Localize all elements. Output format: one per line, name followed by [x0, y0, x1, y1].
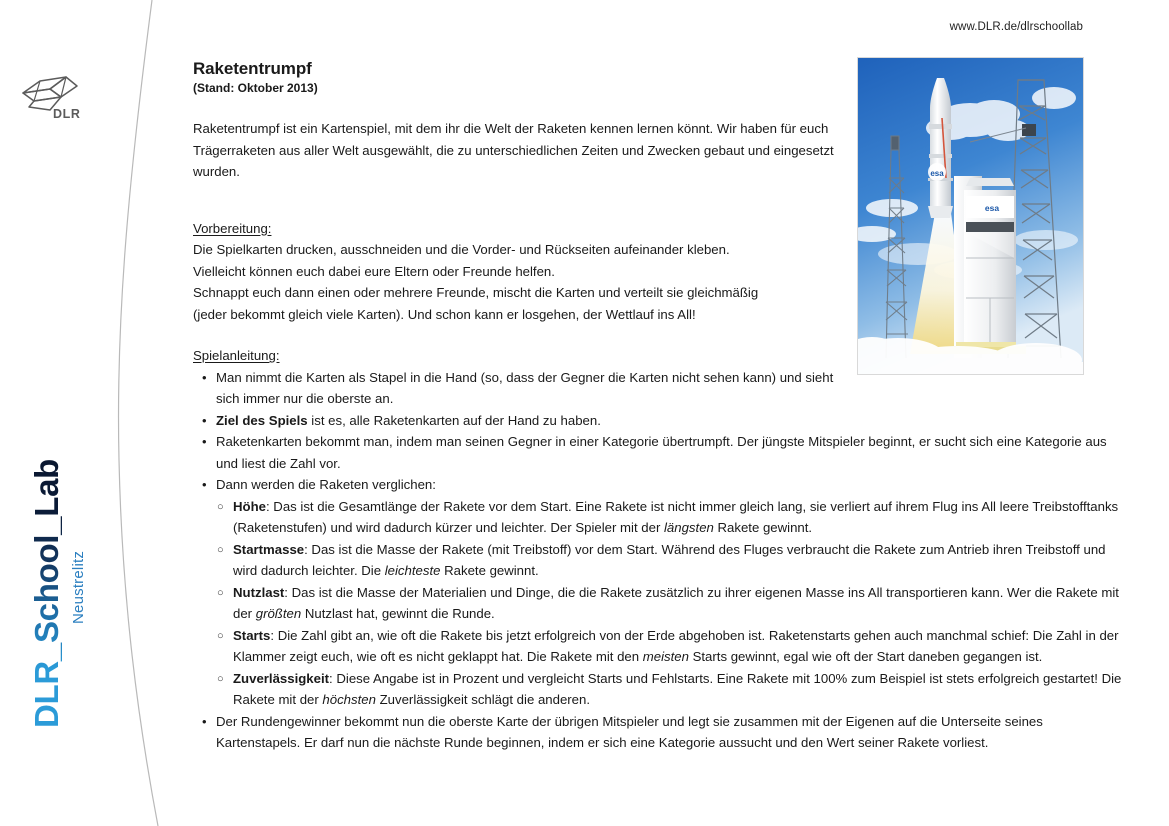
category-text-2: Zuverlässigkeit schlägt die anderen. — [375, 692, 590, 708]
spielanleitung-closing-list — [193, 711, 1085, 754]
category-text-1: : Das ist die Masse der Materialien und Dinge, die die Rakete zusätzlich zu ihrer eigenen Masse ins All transportieren kann. Wer die Rakete mit der — [233, 584, 1119, 622]
sub-bullet-icon: ○ — [217, 629, 224, 642]
sub-bullet-icon: ○ — [217, 586, 224, 599]
vorbereitung-line: Die Spielkarten drucken, ausschneiden und die Vorder- und Rückseiten aufeinander kleben. — [193, 242, 730, 258]
category-emphasis: größten — [255, 606, 302, 622]
category-term: Nutzlast — [233, 584, 285, 600]
vorbereitung-body — [193, 239, 853, 325]
category-emphasis: leichteste — [384, 563, 441, 579]
category-item — [193, 625, 1125, 668]
intro-paragraph: Raketentrumpf ist ein Kartenspiel, mit dem ihr die Welt der Raketen kennen lernen könnt. Wir haben für euch Trägerraketen aus aller Welt ausgewählt, die zu unterschiedlichen Zeiten und Zwecken gebaut und eingesetzt wurden. — [193, 121, 834, 179]
category-term: Zuverlässigkeit — [233, 670, 330, 686]
category-term: Starts — [233, 627, 271, 643]
sub-bullet-icon: ○ — [217, 672, 224, 685]
vorbereitung-line: (jeder bekommt gleich viele Karten). Und schon kann er losgehen, der Wettlauf ins All! — [193, 306, 696, 322]
category-term: Startmasse — [233, 541, 305, 557]
list-item-lead: Ziel des Spiels — [216, 412, 308, 428]
dlr-logo — [20, 74, 94, 128]
list-item — [193, 431, 1108, 474]
list-item — [193, 367, 846, 410]
bullet-icon: • — [202, 434, 207, 450]
dlr-logo-wordmark: DLR — [53, 107, 81, 121]
category-text-1: : Die Zahl gibt an, wie oft die Rakete bis jetzt erfolgreich von der Erde abgehoben ist. Raketenstarts gehen auch manchmal schief: Die Zahl in der Klammer zeigt euch, wie oft es nicht geklappt hat. Die Rakete mit den — [233, 627, 1119, 665]
vorbereitung-heading: Vorbereitung: — [193, 220, 272, 236]
sub-bullet-icon: ○ — [217, 500, 224, 513]
category-text-2: Rakete gewinnt. — [440, 563, 539, 579]
vorbereitung-line: Vielleicht können euch dabei eure Eltern oder Freunde helfen. — [193, 263, 555, 279]
category-item — [193, 496, 1125, 539]
category-emphasis: höchsten — [322, 692, 376, 708]
category-text-1: : Das ist die Gesamtlänge der Rakete vor dem Start. Eine Rakete ist nicht immer gleich lang, sie verliert auf ihrem Flug ins All leere Treibstofftanks (Raketenstufen) und wird dadurch kürzer und leichter. Der Spieler mit der — [233, 498, 1119, 536]
svg-text:esa: esa — [930, 169, 944, 178]
dlr-school-lab-vertical-logo — [28, 428, 104, 728]
spielanleitung-heading: Spielanleitung: — [193, 348, 280, 364]
school-lab-logo-text: DLR_School_Lab — [28, 458, 65, 728]
list-item-text: Raketenkarten bekommt man, indem man seinen Gegner in einer Kategorie übertrumpft. Der jüngste Mitspieler beginnt, er sucht sich eine Kategorie aus und liest die Zahl vor. — [216, 434, 1107, 471]
list-item — [193, 410, 846, 432]
bullet-icon: • — [202, 713, 207, 729]
category-text-1: : Das ist die Masse der Rakete (mit Treibstoff) vor dem Start. Während des Fluges verbraucht die Rakete zum Antrieb ihren Treibstoff und wird dadurch leichter. Die — [233, 541, 1106, 579]
category-text-2: Starts gewinnt, egal wie oft der Start daneben gegangen ist. — [688, 649, 1043, 665]
school-lab-location-text: Neustrelitz — [70, 550, 87, 624]
category-term: Höhe — [233, 498, 266, 514]
list-item — [193, 711, 1108, 754]
document-body — [193, 58, 1122, 754]
bullet-icon: • — [202, 412, 207, 428]
list-item-text: ist es, alle Raketenkarten auf der Hand zu haben. — [307, 412, 601, 428]
category-text-2: Nutzlast hat, gewinnt die Runde. — [301, 606, 495, 622]
page-title: Raketentrumpf — [193, 59, 312, 78]
svg-text:esa: esa — [984, 203, 1000, 213]
category-text-2: Rakete gewinnt. — [713, 520, 813, 536]
bullet-icon: • — [202, 477, 207, 493]
category-emphasis: längsten — [664, 520, 714, 536]
list-item-text: Dann werden die Raketen verglichen: — [216, 477, 436, 493]
category-text-1: : Diese Angabe ist in Prozent und vergleicht Starts und Fehlstarts. Eine Rakete mit 100% zum Beispiel ist stets erfolgreich gestartet! Die Rakete mit der — [233, 670, 1122, 708]
list-item-text: Der Rundengewinner bekommt nun die oberste Karte der übrigen Mitspieler und legt sie zusammen mit der Eigenen auf die Unterseite seines Kartenstapels. Er darf nun die nächste Runde beginnen, indem er sich eine Kategorie aussucht und den Wert seiner Rakete vorliest. — [216, 713, 1043, 751]
bullet-icon: • — [202, 369, 207, 385]
sub-bullet-icon: ○ — [217, 543, 224, 556]
kategorien-list — [193, 496, 1122, 711]
spielanleitung-list — [193, 367, 1107, 496]
page-subtitle: (Stand: Oktober 2013) — [193, 81, 318, 95]
category-item — [193, 539, 1125, 582]
website-url[interactable]: www.DLR.de/dlrschoollab — [949, 21, 1083, 33]
list-item — [193, 474, 1108, 496]
category-item — [193, 582, 1125, 625]
category-item — [193, 668, 1125, 711]
list-item-text: Man nimmt die Karten als Stapel in die Hand (so, dass der Gegner die Karten nicht sehen kann) und sieht sich immer nur die oberste an. — [216, 369, 834, 407]
category-emphasis: meisten — [642, 649, 689, 665]
vorbereitung-line: Schnappt euch dann einen oder mehrere Freunde, mischt die Karten und verteilt sie gleichmäßig — [193, 285, 759, 301]
